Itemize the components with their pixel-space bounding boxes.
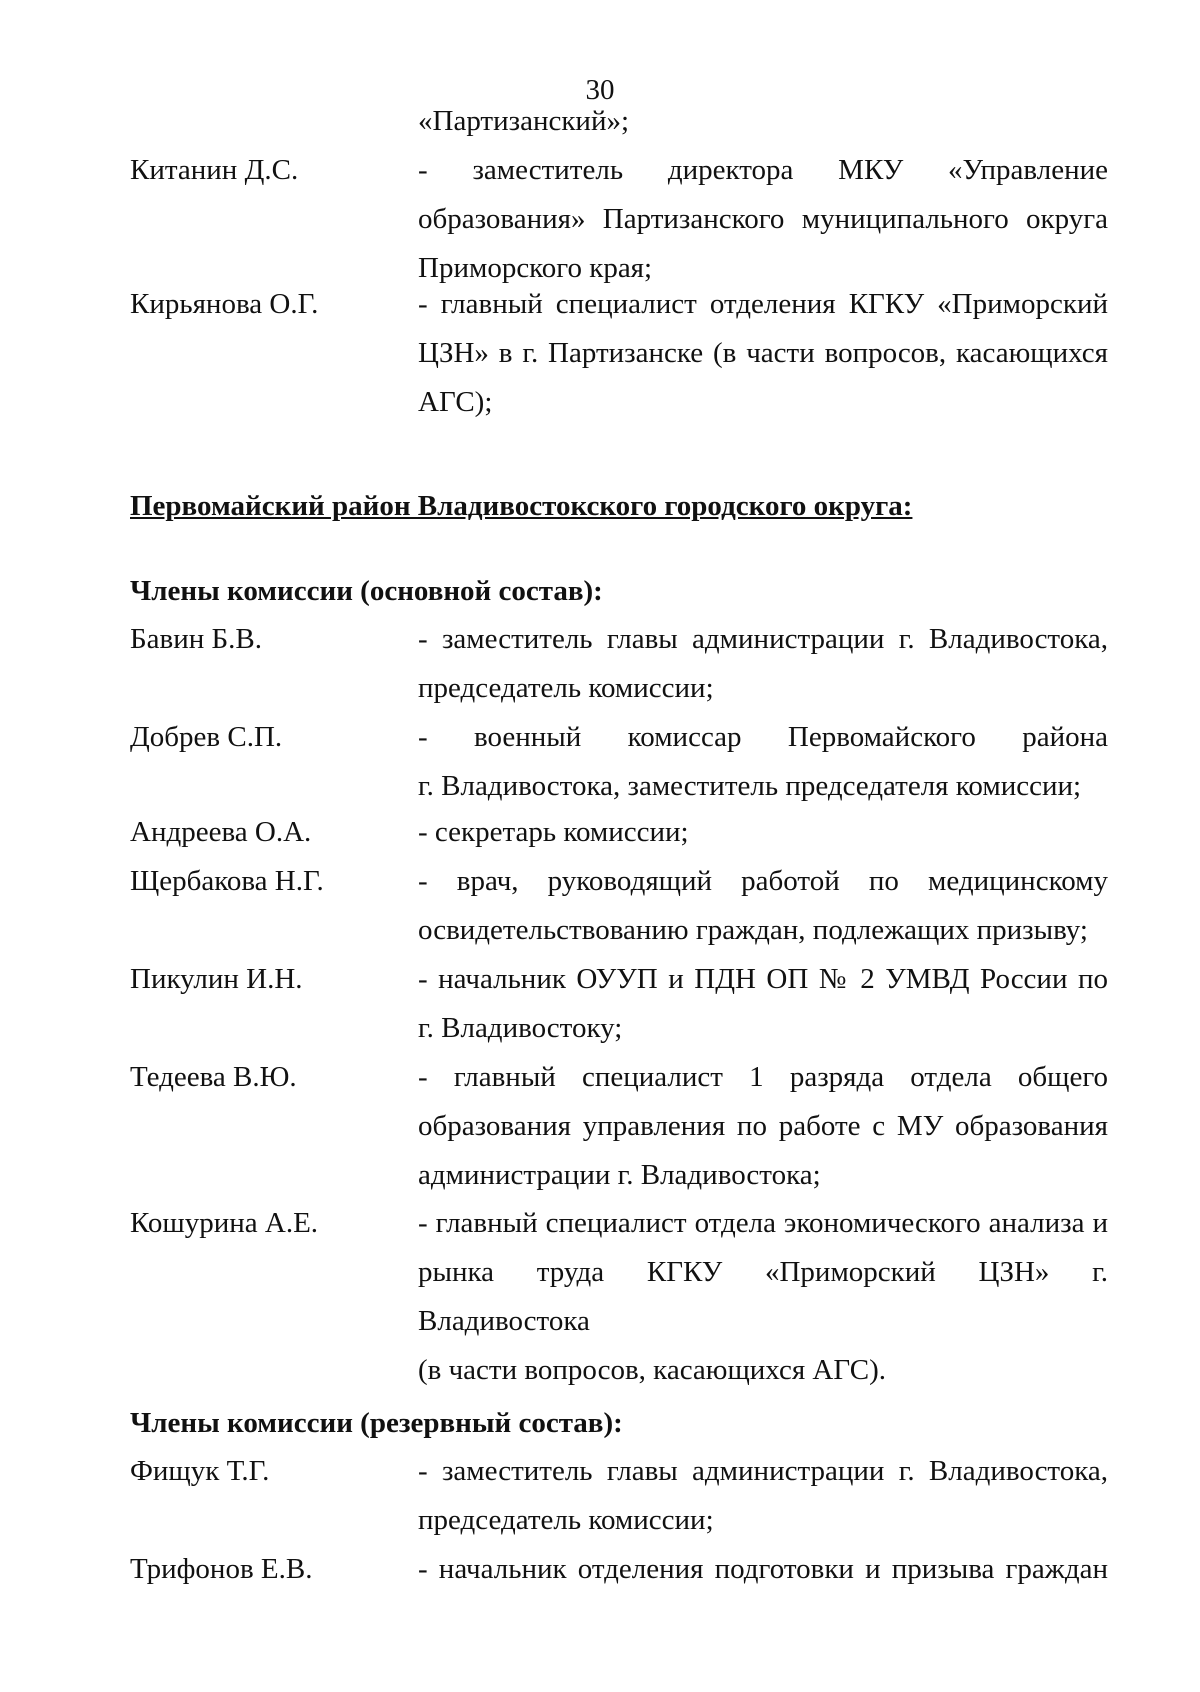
- description-line: (в части вопросов, касающихся АГС).: [418, 1354, 887, 1386]
- description-line: образования» Партизанского муниципального округа: [418, 203, 1108, 235]
- member-description: [418, 808, 1108, 857]
- description-line: председатель комиссии;: [418, 1504, 714, 1536]
- continuation-text: [418, 97, 1108, 146]
- description-line: - начальник отделения подготовки и призыва граждан: [418, 1553, 1108, 1585]
- description-line: - начальник ОУУП и ПДН ОП № 2 УМВД России по: [418, 963, 1108, 995]
- member-description: [418, 280, 1108, 427]
- description-line: образования управления по работе с МУ образования: [418, 1110, 1108, 1142]
- description-line: - главный специалист 1 разряда отдела общего: [418, 1061, 1108, 1093]
- reserve-composition-heading: Члены комиссии (резервный состав):: [130, 1407, 623, 1439]
- description-line: г. Владивостока, заместитель председателя комиссии;: [418, 770, 1082, 802]
- page-number: 30: [585, 74, 615, 106]
- description-line: председатель комиссии;: [418, 672, 714, 704]
- description-line: - заместитель главы администрации г. Владивостока,: [418, 1455, 1108, 1487]
- member-description: [418, 857, 1108, 955]
- description-line: АГС);: [418, 386, 493, 418]
- member-name: Фищук Т.Г.: [130, 1455, 270, 1487]
- member-description: [418, 1545, 1108, 1594]
- description-line: администрации г. Владивостока;: [418, 1159, 821, 1191]
- member-name: Кирьянова О.Г.: [130, 288, 319, 320]
- main-composition-heading: Члены комиссии (основной состав):: [130, 575, 603, 607]
- member-description: [418, 146, 1108, 293]
- continuation-line: «Партизанский»;: [418, 105, 630, 137]
- member-description: [418, 713, 1108, 811]
- member-description: [418, 1199, 1108, 1395]
- member-description: [418, 615, 1108, 713]
- member-name: Бавин Б.В.: [130, 623, 263, 655]
- member-name: Добрев С.П.: [130, 721, 283, 753]
- member-name: Китанин Д.С.: [130, 154, 299, 186]
- member-name: Пикулин И.Н.: [130, 963, 303, 995]
- description-line: г. Владивостоку;: [418, 1012, 623, 1044]
- member-name: Тедеева В.Ю.: [130, 1061, 297, 1093]
- member-name: Щербакова Н.Г.: [130, 865, 324, 897]
- description-line: - врач, руководящий работой по медицинскому: [418, 865, 1108, 897]
- section-title: Первомайский район Владивостокского городского округа:: [130, 490, 913, 522]
- description-line: - главный специалист отделения КГКУ «Приморский: [418, 288, 1108, 320]
- description-line: - секретарь комиссии;: [418, 816, 689, 848]
- description-line: - военный комиссар Первомайского района: [418, 721, 1108, 753]
- description-line: освидетельствованию граждан, подлежащих призыву;: [418, 914, 1088, 946]
- description-line: - заместитель директора МКУ «Управление: [418, 154, 1108, 186]
- member-name: Кошурина А.Е.: [130, 1207, 319, 1239]
- description-line: - заместитель главы администрации г. Владивостока,: [418, 623, 1108, 655]
- description-line: - главный специалист отдела экономического анализа и: [418, 1207, 1108, 1239]
- description-line: ЦЗН» в г. Партизанске (в части вопросов, касающихся: [418, 337, 1108, 369]
- member-description: [418, 1053, 1108, 1200]
- member-name: Андреева О.А.: [130, 816, 312, 848]
- description-line: рынка труда КГКУ «Приморский ЦЗН» г. Владивостока: [418, 1256, 1108, 1337]
- member-name: Трифонов Е.В.: [130, 1553, 313, 1585]
- member-description: [418, 955, 1108, 1053]
- member-description: [418, 1447, 1108, 1545]
- description-line: Приморского края;: [418, 252, 653, 284]
